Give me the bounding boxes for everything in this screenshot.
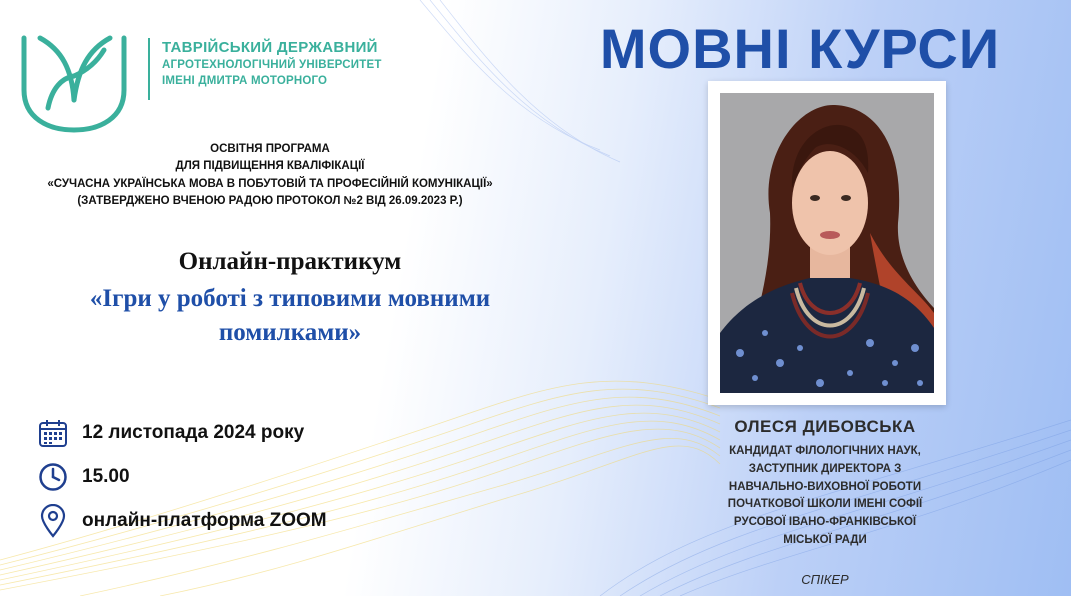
speaker-desc-line2: ЗАСТУПНИК ДИРЕКТОРА З — [748, 462, 902, 475]
speaker-photo — [720, 93, 934, 393]
university-name — [162, 38, 382, 89]
practicum-label: Онлайн-практикум — [178, 248, 402, 275]
practicum-title — [0, 282, 580, 350]
university-logo — [18, 30, 130, 134]
clock-icon — [38, 462, 68, 492]
speaker-desc-line6: МІСЬКОЇ РАДИ — [783, 534, 867, 547]
practicum-title-line1: «Ігри у роботі з типовими мовними — [89, 285, 491, 312]
speaker-name: ОЛЕСЯ ДИБОВСЬКА — [734, 417, 916, 436]
program-line1: ОСВІТНЯ ПРОГРАМА — [210, 143, 330, 155]
speaker-portrait-illustration — [720, 93, 934, 393]
event-time: 15.00 — [82, 466, 130, 487]
practicum-block — [0, 248, 580, 350]
logo-divider — [148, 38, 150, 100]
program-line2: ДЛЯ ПІДВИЩЕННЯ КВАЛІФІКАЦІЇ — [175, 160, 365, 173]
speaker-photo-frame — [708, 81, 946, 405]
speaker-desc-line5: РУСОВОЇ ІВАНО-ФРАНКІВСЬКОЇ — [733, 516, 917, 529]
program-line3: «СУЧАСНА УКРАЇНСЬКА МОВА В ПОБУТОВІЙ ТА ПРОФЕСІЙНІЙ КОМУНІКАЦІЇ» — [47, 177, 493, 190]
practicum-title-line2: помилками» — [218, 318, 362, 346]
university-name-line3: ІМЕНІ ДМИТРА МОТОРНОГО — [162, 74, 328, 87]
speaker-description — [660, 443, 990, 550]
program-description — [0, 141, 540, 210]
location-pin-icon — [38, 504, 68, 538]
speaker-desc-line3: НАВЧАЛЬНО-ВИХОВНОЇ РОБОТИ — [728, 480, 922, 493]
event-time-row — [38, 462, 130, 492]
university-name-line1: ТАВРІЙСЬКИЙ ДЕРЖАВНИЙ — [162, 39, 378, 56]
speaker-desc-line1: КАНДИДАТ ФІЛОЛОГІЧНИХ НАУК, — [729, 445, 921, 457]
program-line4: (ЗАТВЕРДЖЕНО ВЧЕНОЮ РАДОЮ ПРОТОКОЛ №2 ВІД 26.09.2023 Р.) — [77, 194, 463, 207]
speaker-desc-line4: ПОЧАТКОВОЇ ШКОЛИ ІМЕНІ СОФІЇ — [727, 498, 923, 511]
event-place: онлайн-платформа ZOOM — [82, 510, 327, 531]
calendar-icon — [38, 418, 68, 448]
speaker-role: СПІКЕР — [801, 572, 849, 587]
headline: МОВНІ КУРСИ — [599, 17, 1001, 80]
university-name-line2: АГРОТЕХНОЛОГІЧНИЙ УНІВЕРСИТЕТ — [162, 59, 382, 72]
event-date-row — [38, 418, 304, 448]
event-date: 12 листопада 2024 року — [82, 422, 305, 443]
event-place-row — [38, 504, 327, 538]
